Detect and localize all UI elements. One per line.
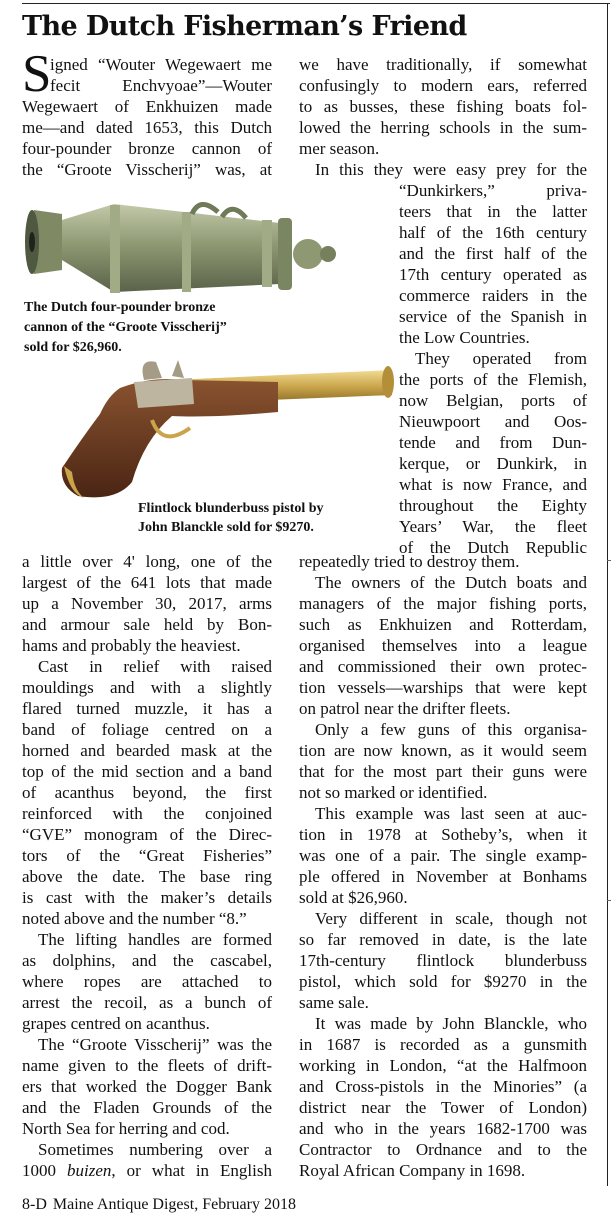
- body-line: same sale.: [299, 993, 369, 1012]
- cannon-caption-line: The Dutch four-pounder bronze: [24, 300, 216, 315]
- body-line: on patrol near the drifter fleets.: [299, 699, 511, 718]
- body-line: In this they were easy prey for the: [315, 160, 587, 179]
- body-line: and the Fladen Grounds of the: [22, 1098, 272, 1117]
- rule-tick: [607, 560, 611, 561]
- body-line: name given to the fleets of drift-: [22, 1056, 272, 1075]
- body-line: half of the 16th century: [399, 223, 587, 242]
- pistol-cock: [143, 361, 163, 380]
- body-line: four-pounder bronze cannon of: [22, 139, 272, 158]
- body-line: the ports of the Flemish,: [399, 370, 587, 389]
- body-line: and Cross-pistols in the Minories” (a: [299, 1077, 587, 1096]
- body-line: is cast with the maker’s details: [22, 888, 272, 907]
- cannon-caption-line: cannon of the “Groote Visscherij”: [24, 320, 227, 335]
- body-line: in 1687 is recorded as a gunsmith: [299, 1035, 587, 1054]
- body-line: Royal African Company in 1698.: [299, 1161, 526, 1180]
- cannon-caption-line: sold for $26,960.: [24, 340, 122, 355]
- body-line: band of foliage centred on a: [22, 720, 272, 739]
- body-line: It was made by John Blanckle, who: [315, 1014, 587, 1033]
- body-line: district near the Tower of London): [299, 1098, 587, 1117]
- cannon-band: [262, 220, 272, 287]
- body-line: the Low Countries.: [399, 328, 530, 347]
- pistol-caption-line: John Blanckle sold for $9270.: [138, 520, 314, 535]
- cannon-cascabel-knob: [320, 246, 336, 262]
- body-line: fecit Enchvyoae”—Wouter: [50, 76, 272, 95]
- body-line: sold at $26,960.: [299, 888, 408, 907]
- pistol-muzzle: [382, 366, 394, 398]
- pistol-lock-plate: [134, 378, 194, 408]
- body-line: tende and from Dun-: [399, 433, 587, 452]
- body-line: managers of the major fishing ports,: [299, 594, 587, 613]
- body-line: and who in the years 1682-1700 was: [299, 1119, 587, 1138]
- body-line: repeatedly tried to destroy them.: [299, 552, 520, 571]
- pistol-photo: [62, 360, 394, 498]
- body-line: the “Groote Visscherij” was, at: [22, 160, 272, 179]
- body-line: of acanthus beyond, the first: [22, 783, 272, 802]
- italic-term: buizen: [67, 1161, 112, 1180]
- cannon-bore: [29, 232, 35, 252]
- pistol-caption-line: Flintlock blunderbuss pistol by: [138, 501, 324, 516]
- body-line: The lifting handles are formed: [38, 930, 272, 949]
- publication-name: Maine Antique Digest, February 2018: [52, 1196, 296, 1213]
- photos-figure: [22, 190, 394, 543]
- body-line: to as busses, these fishing boats fol-: [299, 97, 587, 116]
- body-line: 17th century operated as: [399, 265, 587, 284]
- body-line: working in London, “at the Halfmoon: [299, 1056, 587, 1075]
- body-line: up a November 30, 2017, arms: [22, 594, 272, 613]
- body-line: largest of the 641 lots that made: [22, 573, 272, 592]
- body-line: mouldings and with a slightly: [22, 678, 272, 697]
- body-line: flared turned muzzle, it has a: [22, 699, 272, 718]
- body-line: “Dunkirkers,” priva-: [399, 181, 587, 200]
- body-line: and commissioned their own protec-: [299, 657, 587, 676]
- body-line: ers that worked the Dogger Bank: [22, 1077, 272, 1096]
- top-rule: [22, 3, 610, 4]
- body-line: as dolphins, and the cascabel,: [22, 951, 272, 970]
- body-line: and the first half of the: [399, 244, 587, 263]
- body-line: top of the mid section and a band: [22, 762, 272, 781]
- cannon-cascabel: [293, 239, 323, 269]
- body-line: Very different in scale, though not: [315, 909, 587, 928]
- body-text: 1000: [22, 1161, 67, 1180]
- body-line: mer season.: [299, 139, 380, 158]
- article-headline: The Dutch Fisherman’s Friend: [22, 11, 467, 42]
- body-line: service of the Spanish in: [399, 307, 587, 326]
- body-line: Sometimes numbering over a: [38, 1140, 272, 1159]
- rule-tick: [607, 900, 611, 901]
- right-column-rule: [607, 3, 608, 1186]
- body-line: tion are now known, as it would seem: [299, 741, 587, 760]
- body-line: such as Enkhuizen and Rotterdam,: [299, 615, 587, 634]
- body-line: tion in 1978 at Sotheby’s, when it: [299, 825, 587, 844]
- body-line: was one of a pair. The single examp-: [299, 846, 587, 865]
- body-line: a little over 4' long, one of the: [22, 552, 272, 571]
- body-line: not so marked or identified.: [299, 783, 488, 802]
- body-line: [22, 1160, 272, 1181]
- body-line: tion vessels—warships that were kept: [299, 678, 587, 697]
- body-line: of the Dutch Republic: [399, 538, 587, 557]
- drop-cap: S: [22, 45, 52, 103]
- cannon-dolphin-handle: [222, 209, 246, 218]
- body-line: 17th-century flintlock blunderbuss: [299, 951, 587, 970]
- body-line: we have traditionally, if somewhat: [299, 55, 587, 74]
- body-line: and armour sale held by Bon-: [22, 615, 272, 634]
- body-line: The “Groote Visscherij” was the: [38, 1035, 272, 1054]
- page-footer: [22, 1195, 422, 1215]
- body-line: kerque, or Dunkirk, in: [399, 454, 587, 473]
- body-line: tors of the “Great Fisheries”: [22, 846, 272, 865]
- body-line: horned and bearded mask at the: [22, 741, 272, 760]
- body-line: Years’ War, the fleet: [399, 517, 587, 536]
- cannon-band: [182, 212, 191, 292]
- body-line: that for the most part their guns were: [299, 762, 587, 781]
- body-line: “GVE” monogram of the Direc-: [22, 825, 272, 844]
- body-line: Contractor to Ordnance and to the: [299, 1140, 587, 1159]
- page-number: 8-D: [22, 1196, 47, 1213]
- body-line: what is now France, and: [399, 475, 587, 494]
- body-line: lowed the herring schools in the sum-: [299, 118, 587, 137]
- body-line: where ropes are attached to: [22, 972, 272, 991]
- body-line: The owners of the Dutch boats and: [315, 573, 587, 592]
- cannon-band: [110, 205, 120, 293]
- body-line: reinforced with the conjoined: [22, 804, 272, 823]
- body-line: Cast in relief with raised: [38, 657, 272, 676]
- body-line: Wegewaert of Enkhuizen made: [22, 97, 272, 116]
- body-line: hams and probably the heaviest.: [22, 636, 241, 655]
- body-line: They operated from: [415, 349, 587, 368]
- cannon-dolphin-handle: [192, 204, 218, 214]
- body-line: organised themselves into a league: [299, 636, 587, 655]
- body-line: above the date. The base ring: [22, 867, 272, 886]
- pistol-frizzen: [172, 360, 184, 378]
- body-line: teers that in the latter: [399, 202, 587, 221]
- cannon-barrel: [62, 204, 280, 292]
- body-line: Nieuwpoort and Oos-: [399, 412, 587, 431]
- body-line: arrest the recoil, as a bunch of: [22, 993, 272, 1012]
- cannon-photo: [25, 204, 336, 293]
- body-line: noted above and the number “8.”: [22, 909, 247, 928]
- body-line: This example was last seen at auc-: [315, 804, 587, 823]
- cannon-base-ring: [278, 218, 292, 290]
- body-line: pistol, which sold for $9270 in the: [299, 972, 587, 991]
- body-line: ple offered in November at Bonhams: [299, 867, 587, 886]
- body-line: so far removed in date, is the late: [299, 930, 587, 949]
- body-line: throughout the Eighty: [399, 496, 587, 515]
- body-line: confusingly to modern ears, referred: [299, 76, 587, 95]
- body-line: North Sea for herring and cod.: [22, 1119, 230, 1138]
- body-text: , or what in English: [111, 1161, 272, 1180]
- body-line: now Belgian, ports of: [399, 391, 587, 410]
- body-line: commerce raiders in the: [399, 286, 587, 305]
- body-line: grapes centred on acanthus.: [22, 1014, 210, 1033]
- body-line: igned “Wouter Wegewaert me: [50, 55, 272, 74]
- body-line: me—and dated 1653, this Dutch: [22, 118, 272, 137]
- body-line: Only a few guns of this organisa-: [315, 720, 587, 739]
